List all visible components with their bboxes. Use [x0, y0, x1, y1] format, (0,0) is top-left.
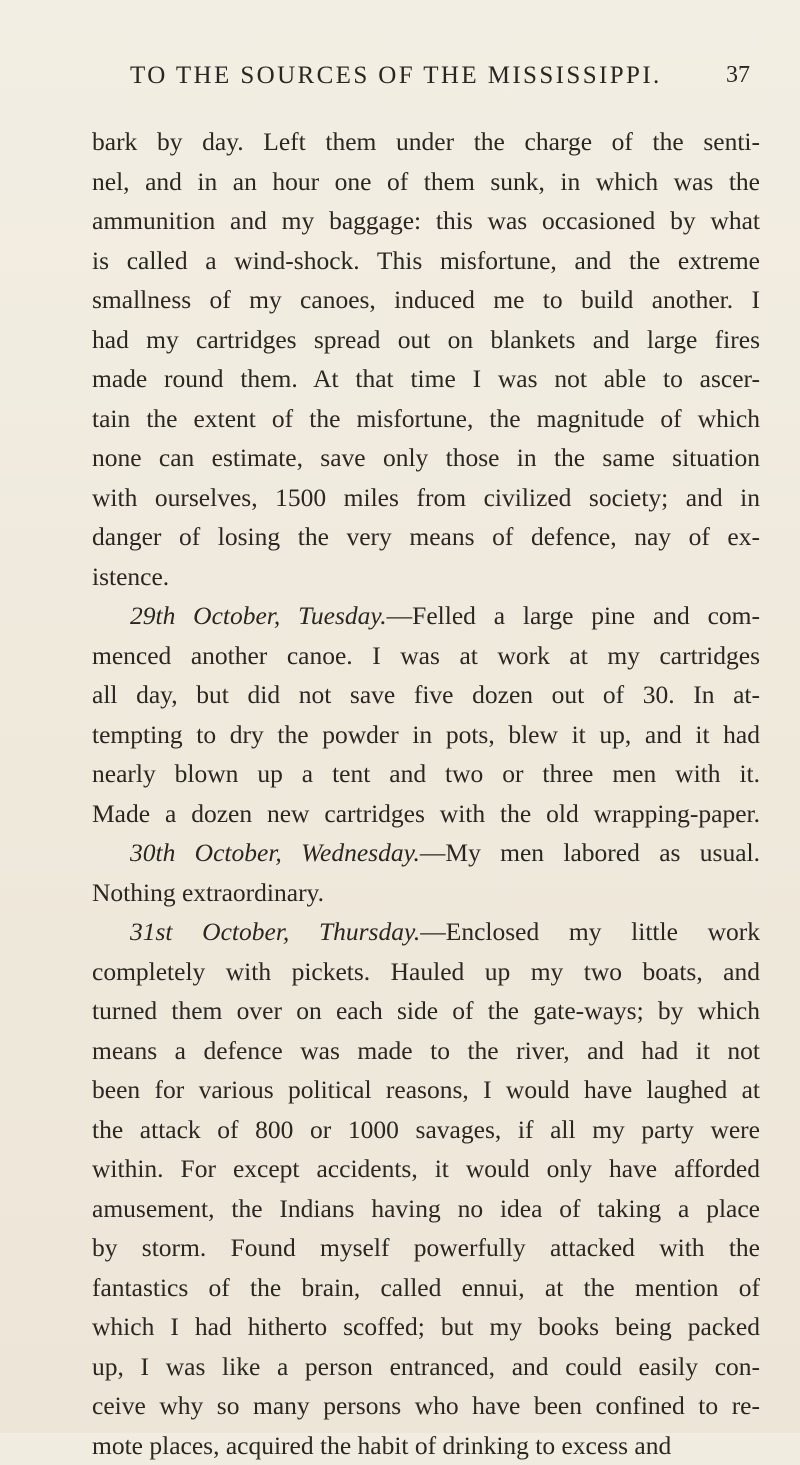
- line-text: fantastics of the brain, called ennui, at the mention of: [92, 1273, 760, 1302]
- text-line: [92, 201, 760, 241]
- line-text: istence.: [92, 562, 169, 591]
- text-line: [92, 122, 760, 162]
- text-line: [92, 162, 760, 202]
- line-text: means a defence was made to the river, and had it not: [92, 1036, 760, 1065]
- text-line: [92, 478, 760, 518]
- line-text: tempting to dry the powder in pots, blew it up, and it had: [92, 720, 760, 749]
- text-line: [92, 1228, 760, 1268]
- text-line: [92, 1149, 760, 1189]
- line-text: mote places, acquired the habit of drinking to excess and: [92, 1431, 671, 1460]
- line-text: —My men labored as usual.: [420, 838, 760, 867]
- text-line: [92, 952, 760, 992]
- line-text: menced another canoe. I was at work at my cartridges: [92, 641, 760, 670]
- text-line: [92, 1268, 760, 1308]
- line-text: danger of losing the very means of defence, nay of ex-: [92, 522, 760, 551]
- text-line: [92, 320, 760, 360]
- line-text: the attack of 800 or 1000 savages, if all my party were: [92, 1115, 760, 1144]
- text-line: [92, 715, 760, 755]
- running-head: [130, 62, 750, 98]
- body-text: [92, 122, 760, 1465]
- line-text: had my cartridges spread out on blankets and large fires: [92, 325, 760, 354]
- journal-date: 29th October, Tuesday.: [130, 601, 387, 630]
- text-line: [92, 675, 760, 715]
- text-line: [92, 438, 760, 478]
- line-text: is called a wind-shock. This misfortune, and the extreme: [92, 246, 760, 275]
- text-line: [92, 991, 760, 1031]
- text-line: [92, 596, 760, 636]
- text-line: [92, 399, 760, 439]
- line-text: made round them. At that time I was not able to ascer-: [92, 364, 760, 393]
- line-text: tain the extent of the misfortune, the magnitude of which: [92, 404, 760, 433]
- line-text: amusement, the Indians having no idea of taking a place: [92, 1194, 760, 1223]
- text-line: [92, 1307, 760, 1347]
- running-head-title: TO THE SOURCES OF THE MISSISSIPPI.: [130, 62, 662, 90]
- text-line: [92, 280, 760, 320]
- line-text: none can estimate, save only those in the same situation: [92, 443, 760, 472]
- line-text: smallness of my canoes, induced me to build another. I: [92, 285, 760, 314]
- text-line: [92, 754, 760, 794]
- line-text: been for various political reasons, I would have laughed at: [92, 1075, 760, 1104]
- text-line: [92, 1386, 760, 1426]
- text-line: [92, 1189, 760, 1229]
- line-text: ammunition and my baggage: this was occasioned by what: [92, 206, 760, 235]
- line-text: Made a dozen new cartridges with the old wrapping-paper.: [92, 799, 760, 828]
- line-text: by storm. Found myself powerfully attacked with the: [92, 1233, 760, 1262]
- text-line: [92, 1347, 760, 1387]
- text-line: [92, 517, 760, 557]
- journal-date: 30th October, Wednesday.: [130, 838, 420, 867]
- text-line: [92, 833, 760, 873]
- line-text: turned them over on each side of the gate-ways; by which: [92, 996, 760, 1025]
- line-text: within. For except accidents, it would only have afforded: [92, 1154, 760, 1183]
- text-line: [92, 241, 760, 281]
- line-text: ceive why so many persons who have been confined to re-: [92, 1391, 760, 1420]
- text-line: [92, 1031, 760, 1071]
- text-line: [92, 359, 760, 399]
- journal-date: 31st October, Thursday.: [130, 917, 420, 946]
- line-text: nearly blown up a tent and two or three men with it.: [92, 759, 760, 788]
- line-text: which I had hitherto scoffed; but my books being packed: [92, 1312, 760, 1341]
- line-text: up, I was like a person entranced, and could easily con-: [92, 1352, 760, 1381]
- text-line: [92, 873, 760, 913]
- text-line: [92, 636, 760, 676]
- text-line: [92, 1070, 760, 1110]
- text-line: [92, 1110, 760, 1150]
- text-line: [92, 1426, 760, 1465]
- line-text: —Enclosed my little work: [420, 917, 760, 946]
- line-text: —Felled a large pine and com-: [387, 601, 760, 630]
- line-text: nel, and in an hour one of them sunk, in which was the: [92, 167, 760, 196]
- line-text: bark by day. Left them under the charge of the senti-: [92, 127, 760, 156]
- line-text: all day, but did not save five dozen out of 30. In at-: [92, 680, 760, 709]
- line-text: completely with pickets. Hauled up my two boats, and: [92, 957, 760, 986]
- page-number: 37: [726, 62, 750, 89]
- line-text: with ourselves, 1500 miles from civilized society; and in: [92, 483, 760, 512]
- text-line: [92, 557, 760, 597]
- line-text: Nothing extraordinary.: [92, 878, 324, 907]
- text-line: [92, 794, 760, 834]
- text-line: [92, 912, 760, 952]
